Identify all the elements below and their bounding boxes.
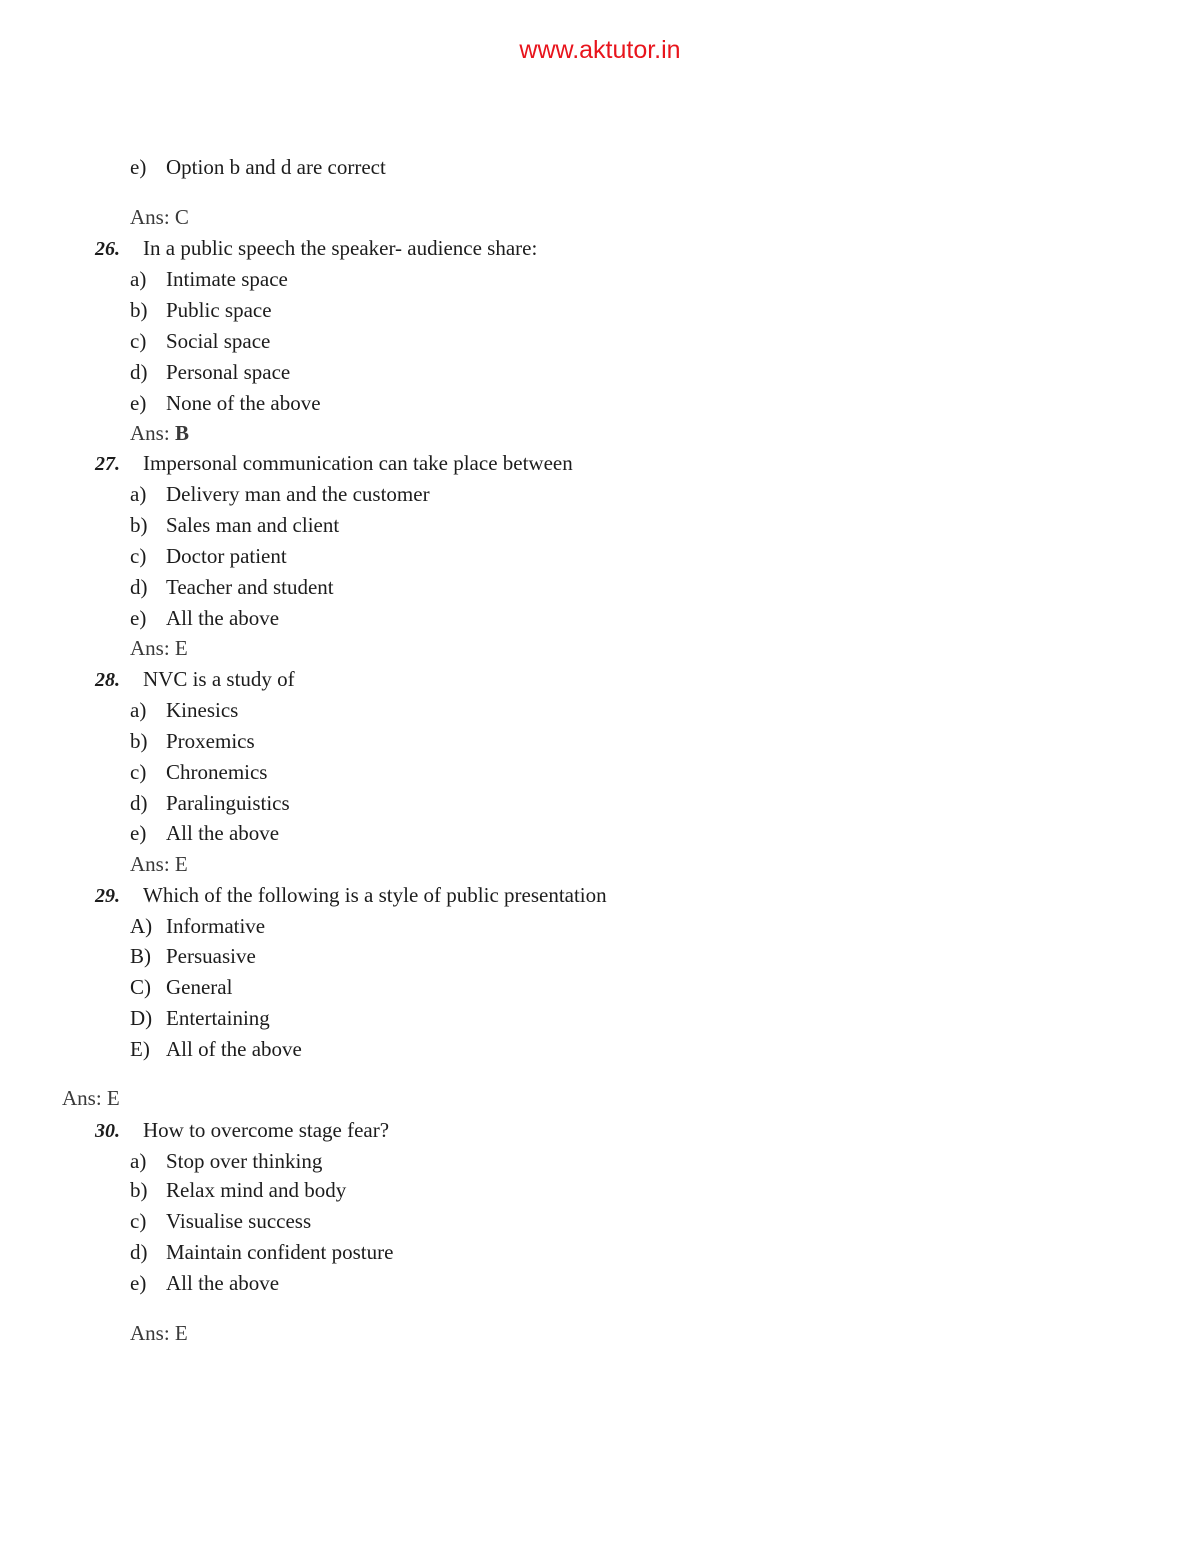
q29-option-d xyxy=(130,1005,270,1031)
option-text: Stop over thinking xyxy=(166,1149,323,1173)
option-letter: b) xyxy=(130,1178,148,1202)
question-27 xyxy=(95,450,573,477)
q29-option-b xyxy=(130,943,256,969)
option-text: Persuasive xyxy=(166,944,256,968)
q27-option-a xyxy=(130,481,430,507)
q28-option-a xyxy=(130,697,238,723)
answer-27: Ans: E xyxy=(130,636,188,660)
question-text: In a public speech the speaker- audience share: xyxy=(143,236,538,260)
option-letter: a) xyxy=(130,1149,147,1173)
q27-option-c xyxy=(130,543,287,569)
option-text: Delivery man and the customer xyxy=(166,482,430,506)
q27-option-d xyxy=(130,574,334,600)
option-text: Visualise success xyxy=(166,1209,312,1233)
option-text: Entertaining xyxy=(166,1006,270,1030)
answer-28: Ans: E xyxy=(130,852,188,876)
q26-option-e xyxy=(130,390,321,416)
option-letter: c) xyxy=(130,760,147,784)
option-text: Personal space xyxy=(166,360,291,384)
option-letter: b) xyxy=(130,298,148,322)
q29-option-a xyxy=(130,913,265,939)
q30-option-e xyxy=(130,1270,279,1296)
option-text: Social space xyxy=(166,329,271,353)
question-number: 27. xyxy=(95,453,120,475)
q28-option-b xyxy=(130,728,255,754)
option-letter: E) xyxy=(130,1037,150,1061)
option-text: All the above xyxy=(166,1271,280,1295)
answer-26 xyxy=(130,420,189,446)
option-text: General xyxy=(166,975,233,999)
option-text: Chronemics xyxy=(166,760,268,784)
option-text: Option b and d are correct xyxy=(166,155,386,179)
option-letter: c) xyxy=(130,329,147,353)
option-letter: e) xyxy=(130,606,147,630)
option-letter: d) xyxy=(130,1240,148,1264)
option-letter: B) xyxy=(130,944,151,968)
q29-option-c xyxy=(130,974,232,1000)
option-letter: c) xyxy=(130,544,147,568)
question-number: 29. xyxy=(95,885,120,907)
option-letter: b) xyxy=(130,513,148,537)
option-letter: d) xyxy=(130,791,148,815)
question-text: NVC is a study of xyxy=(143,667,295,691)
option-letter: e) xyxy=(130,1271,147,1295)
option-text: Kinesics xyxy=(166,698,239,722)
answer-29: Ans: E xyxy=(62,1086,120,1110)
answer-prefix: Ans: xyxy=(130,421,175,445)
q26-option-d xyxy=(130,359,290,385)
option-text: Sales man and client xyxy=(166,513,340,537)
option-text: Proxemics xyxy=(166,729,255,753)
option-text: Informative xyxy=(166,914,266,938)
option-text: Teacher and student xyxy=(166,575,334,599)
q29-option-e xyxy=(130,1036,302,1062)
q26-option-c xyxy=(130,328,270,354)
question-text: How to overcome stage fear? xyxy=(143,1118,390,1142)
option-letter: c) xyxy=(130,1209,147,1233)
option-letter: d) xyxy=(130,360,148,384)
option-letter: d) xyxy=(130,575,148,599)
option-text: Maintain confident posture xyxy=(166,1240,394,1264)
question-30 xyxy=(95,1117,389,1144)
prev-option-e xyxy=(130,154,386,180)
option-text: None of the above xyxy=(166,391,321,415)
q26-option-b xyxy=(130,297,272,323)
option-text: All of the above xyxy=(166,1037,302,1061)
question-number: 30. xyxy=(95,1120,120,1142)
answer-prev: Ans: C xyxy=(130,205,189,229)
q28-option-c xyxy=(130,759,267,785)
option-text: All the above xyxy=(166,606,280,630)
q30-option-d xyxy=(130,1239,393,1265)
q26-option-a xyxy=(130,266,288,292)
option-letter: a) xyxy=(130,267,147,291)
question-text: Which of the following is a style of public presentation xyxy=(143,883,607,907)
question-28 xyxy=(95,666,295,693)
option-text: Doctor patient xyxy=(166,544,287,568)
answer-30: Ans: E xyxy=(130,1321,188,1345)
option-letter: a) xyxy=(130,482,147,506)
q30-option-a xyxy=(130,1148,322,1174)
option-letter: C) xyxy=(130,975,151,999)
option-letter: a) xyxy=(130,698,147,722)
q28-option-e xyxy=(130,820,279,846)
question-29 xyxy=(95,882,607,909)
option-text: Public space xyxy=(166,298,272,322)
option-letter: A) xyxy=(130,914,153,938)
option-letter: b) xyxy=(130,729,148,753)
q30-option-c xyxy=(130,1208,311,1234)
q27-option-e xyxy=(130,605,279,631)
option-letter: e) xyxy=(130,391,147,415)
q30-option-b xyxy=(130,1177,346,1203)
question-number: 26. xyxy=(95,238,120,260)
option-letter: D) xyxy=(130,1006,153,1030)
question-number: 28. xyxy=(95,669,120,691)
question-text: Impersonal communication can take place between xyxy=(143,451,573,475)
option-text: Intimate space xyxy=(166,267,288,291)
site-link[interactable]: www.aktutor.in xyxy=(519,36,681,64)
question-26 xyxy=(95,235,537,262)
option-text: Paralinguistics xyxy=(166,791,290,815)
option-letter: e) xyxy=(130,155,147,179)
option-text: Relax mind and body xyxy=(166,1178,347,1202)
answer-value: B xyxy=(174,421,189,445)
q27-option-b xyxy=(130,512,339,538)
q28-option-d xyxy=(130,790,290,816)
option-letter: e) xyxy=(130,821,147,845)
option-text: All the above xyxy=(166,821,280,845)
